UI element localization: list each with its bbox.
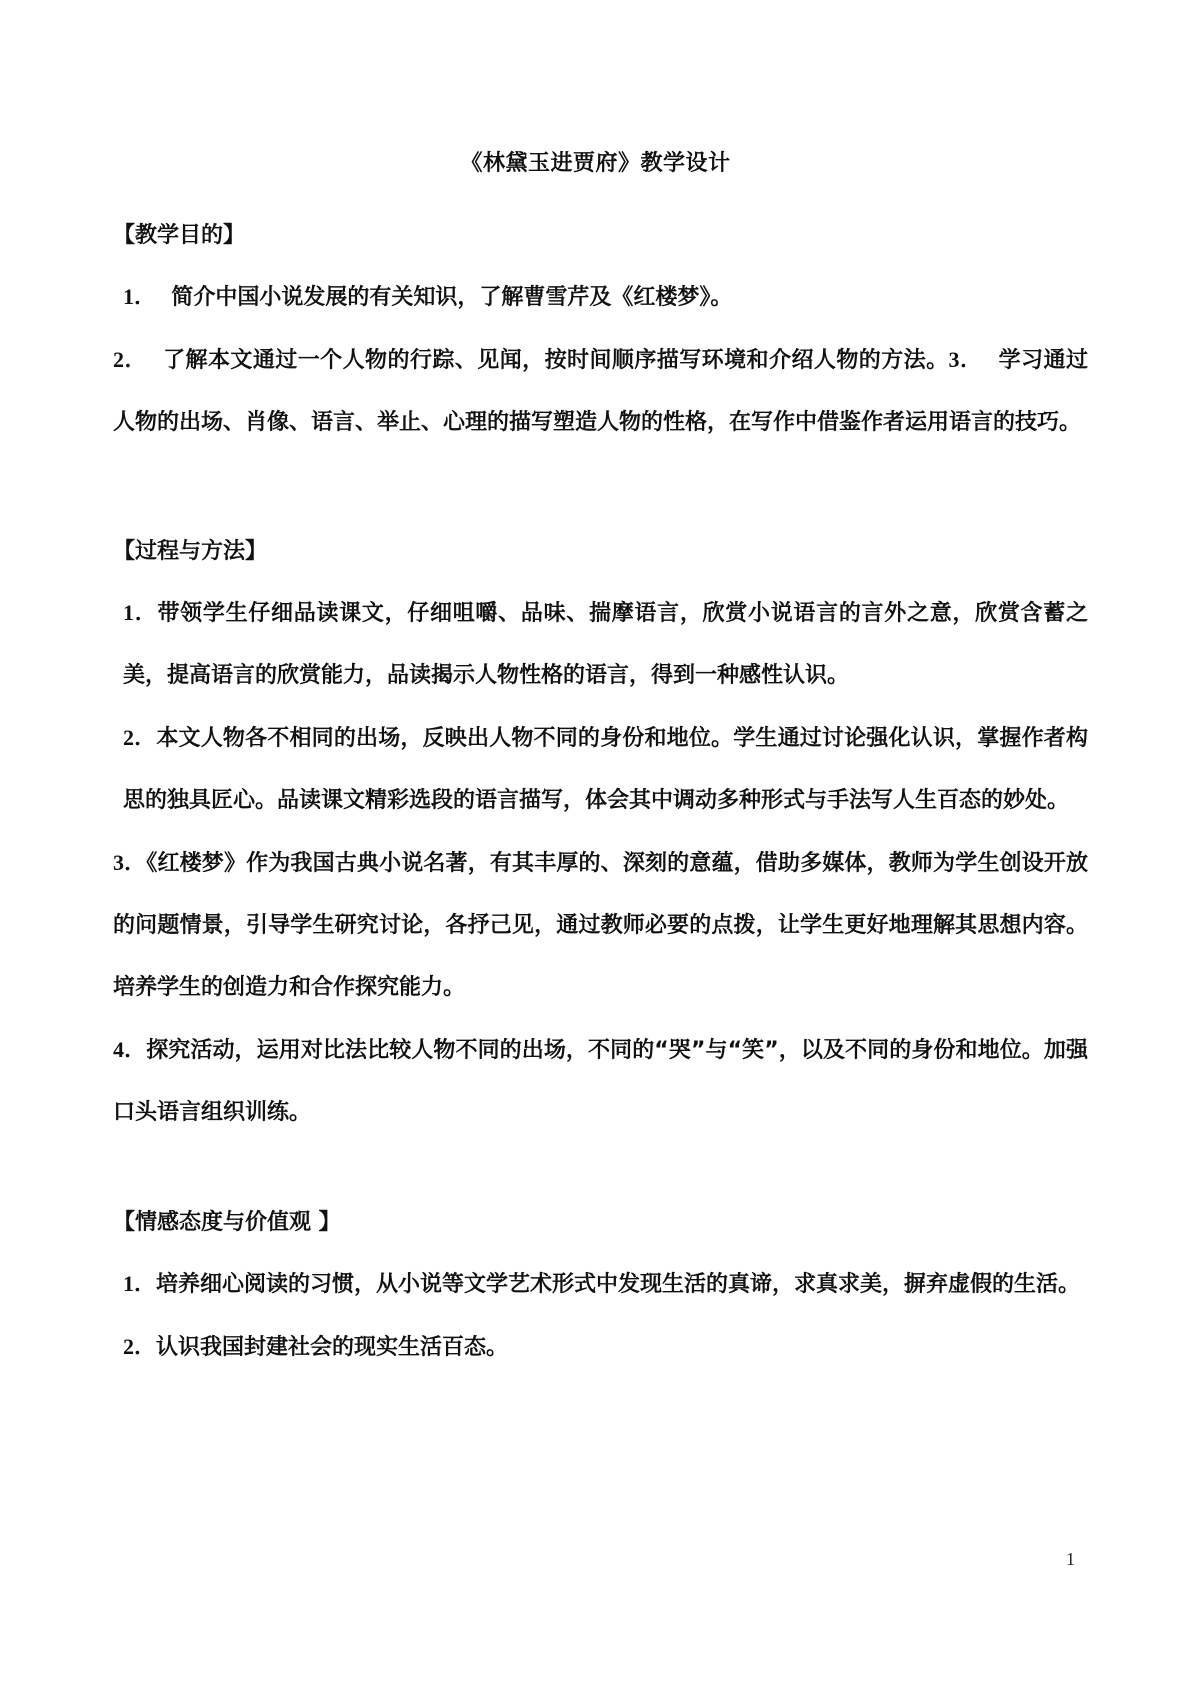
page-number: 1 — [1066, 1549, 1075, 1569]
section-heading-process: 【过程与方法】 — [113, 539, 268, 564]
process-item-2-number: 2． — [123, 725, 157, 750]
process-item-2-text: 本文人物各不相同的出场，反映出人物不同的身份和地位。学生通过讨论强化认识，掌握作者构思的独具匠心。品读课文精彩选段的语言描写，体会其中调动多种形式与手法写人生百态的妙处。 — [123, 726, 1088, 813]
goal-item-2-number: 2． — [113, 347, 147, 372]
document-title: 《林黛玉进贾府》教学设计 — [460, 151, 731, 176]
process-item-4-number: 4． — [113, 1037, 147, 1062]
values-item-2 — [113, 1316, 1088, 1379]
goal-item-3-number: 3． — [948, 347, 983, 372]
goal-item-3-text: 学习通过人物的出场、肖像、语言、举止、心理的描写塑造人物的性格，在写作中借鉴作者运用语言的技巧。 — [113, 348, 1088, 435]
process-item-3-text: 《红楼梦》作为我国古典小说名著，有其丰厚的、深刻的意蕴，借助多媒体，教师为学生创设开放的问题情景，引导学生研究讨论，各抒己见，通过教师必要的点拨，让学生更好地理解其思想内容。培养学生的创造力和合作探究能力。 — [113, 851, 1088, 1000]
values-item-2-number: 2． — [123, 1334, 157, 1359]
goal-item-2-text: 了解本文通过一个人物的行踪、见闻，按时间顺序描写环境和介绍人物的方法。 — [163, 348, 949, 373]
values-item-1-number: 1． — [123, 1271, 157, 1296]
process-item-3-number: 3． — [113, 850, 147, 875]
process-item-2 — [113, 707, 1088, 832]
section-heading-values: 【情感态度与价值观 】 — [113, 1210, 341, 1235]
goal-item-1-text: 简介中国小说发展的有关知识，了解曹雪芹及《红楼梦》。 — [171, 285, 733, 310]
process-item-1-text: 带领学生仔细品读课文，仔细咀嚼、品味、揣摩语言，欣赏小说语言的言外之意，欣赏含蓄之美，提高语言的欣赏能力，品读揭示人物性格的语言，得到一种感性认识。 — [123, 601, 1088, 688]
goal-item-1-number: 1． — [123, 284, 157, 309]
process-item-3 — [113, 832, 1088, 1019]
process-item-4-text: 探究活动，运用对比法比较人物不同的出场，不同的“哭”与“笑”，以及不同的身份和地位。加强口头语言组织训练。 — [113, 1038, 1088, 1125]
section-process — [113, 522, 1088, 1144]
values-item-1-text: 培养细心阅读的习惯，从小说等文学艺术形式中发现生活的真谛，求真求美，摒弃虚假的生活。 — [156, 1272, 1081, 1297]
section-goals — [113, 206, 1088, 454]
section-values — [113, 1193, 1088, 1379]
process-item-1 — [113, 582, 1088, 707]
process-item-4 — [113, 1019, 1088, 1144]
section-heading-goals: 【教学目的】 — [113, 223, 246, 248]
values-item-2-text: 认识我国封建社会的现实生活百态。 — [156, 1335, 509, 1360]
goal-items-2-3 — [113, 329, 1088, 454]
goal-item-1 — [113, 266, 1088, 329]
values-item-1 — [113, 1253, 1088, 1316]
process-item-1-number: 1． — [123, 600, 158, 625]
